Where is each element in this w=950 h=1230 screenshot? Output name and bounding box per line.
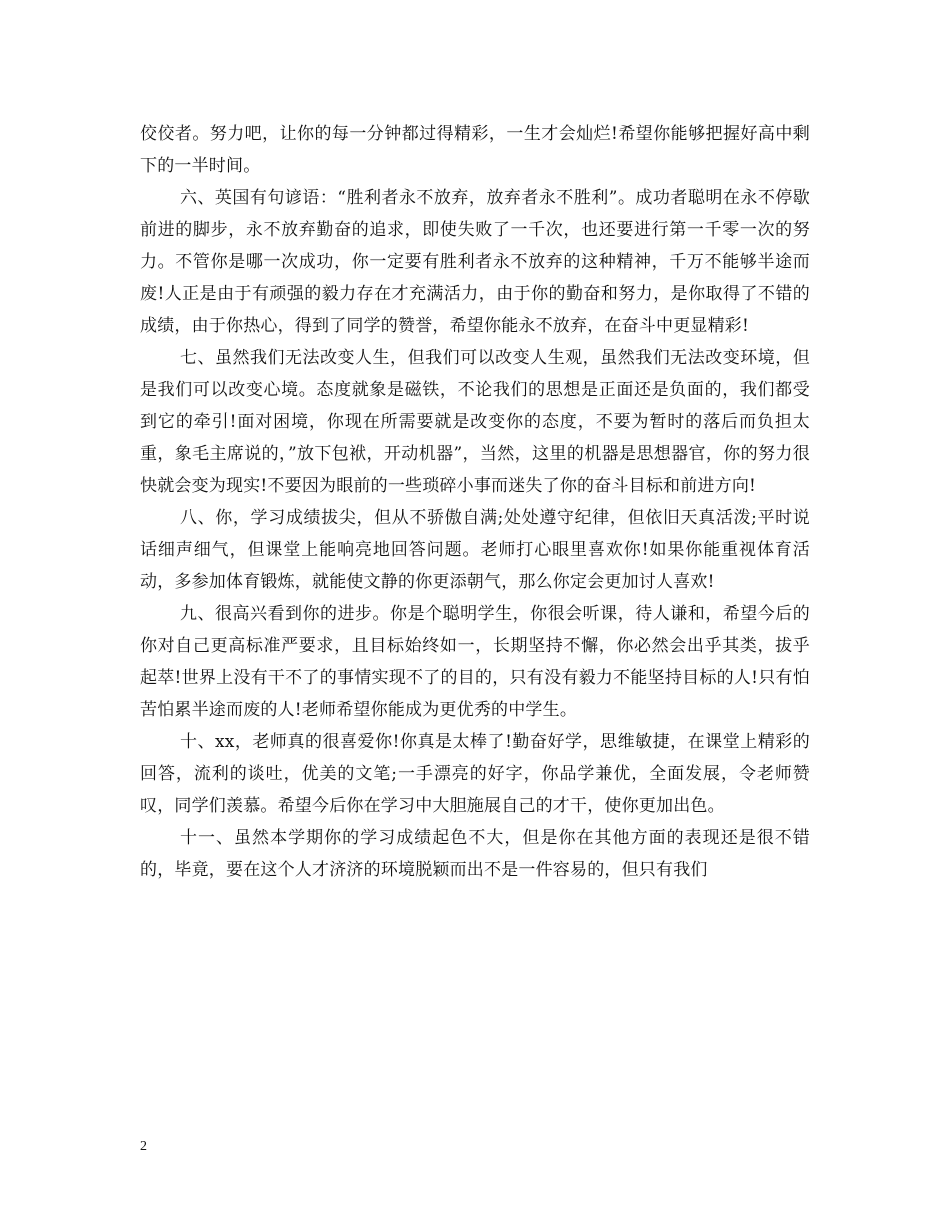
paragraph-item-8: 八、你，学习成绩拔尖，但从不骄傲自满;处处遵守纪律，但依旧天真活泼;平时说话细声细气，但课堂上能响亮地回答问题。老师打心眼里喜欢你!如果你能重视体育活动，多参加体育锻炼，就能使文静的你更添朝气，那么你定会更加讨人喜欢! <box>140 508 810 592</box>
paragraph-continuation: 佼佼者。努力吧，让你的每一分钟都过得精彩，一生才会灿烂!希望你能够把握好高中剩下的一半时间。 <box>140 124 810 176</box>
paragraph-item-10: 十、xx，老师真的很喜爱你!你真是太棒了!勤奋好学，思维敏捷，在课堂上精彩的回答，流利的谈吐，优美的文笔;一手漂亮的好字，你品学兼优，全面发展，令老师赞叹，同学们羡慕。希望今后你在学习中大胆施展自己的才干，使你更加出色。 <box>140 732 810 816</box>
paragraph-item-7: 七、虽然我们无法改变人生，但我们可以改变人生观，虽然我们无法改变环境，但是我们可以改变心境。态度就象是磁铁，不论我们的思想是正面还是负面的，我们都受到它的牵引!面对困境，你现在所需要就是改变你的态度，不要为暂时的落后而负担太重，象毛主席说的，”放下包袱，开动机器”，当然，这里的机器是思想器官，你的努力很快就会变为现实!不要因为眼前的一些琐碎小事而迷失了你的奋斗目标和前进方向! <box>140 348 810 496</box>
paragraph-item-11: 十一、虽然本学期你的学习成绩起色不大，但是你在其他方面的表现还是很不错的，毕竟，要在这个人才济济的环境脱颖而出不是一件容易的，但只有我们 <box>140 828 810 880</box>
document-body <box>140 118 810 886</box>
paragraph-item-9: 九、很高兴看到你的进步。你是个聪明学生，你很会听课，待人谦和，希望今后的你对自己更高标准严要求，且目标始终如一，长期坚持不懈，你必然会出乎其类，拔乎起萃!世界上没有干不了的事情实现不了的目的，只有没有毅力不能坚持目标的人!只有怕苦怕累半途而废的人!老师希望你能成为更优秀的中学生。 <box>140 604 810 720</box>
paragraph-item-6: 六、英国有句谚语：“胜利者永不放弃，放弃者永不胜利”。成功者聪明在永不停歇前进的脚步，永不放弃勤奋的追求，即使失败了一千次，也还要进行第一千零一次的努力。不管你是哪一次成功，你一定要有胜利者永不放弃的这种精神，千万不能够半途而废!人正是由于有顽强的毅力存在才充满活力，由于你的勤奋和努力，是你取得了不错的成绩，由于你热心，得到了同学的赞誉，希望你能永不放弃，在奋斗中更显精彩! <box>140 188 810 336</box>
page-number: 2 <box>140 1139 147 1154</box>
